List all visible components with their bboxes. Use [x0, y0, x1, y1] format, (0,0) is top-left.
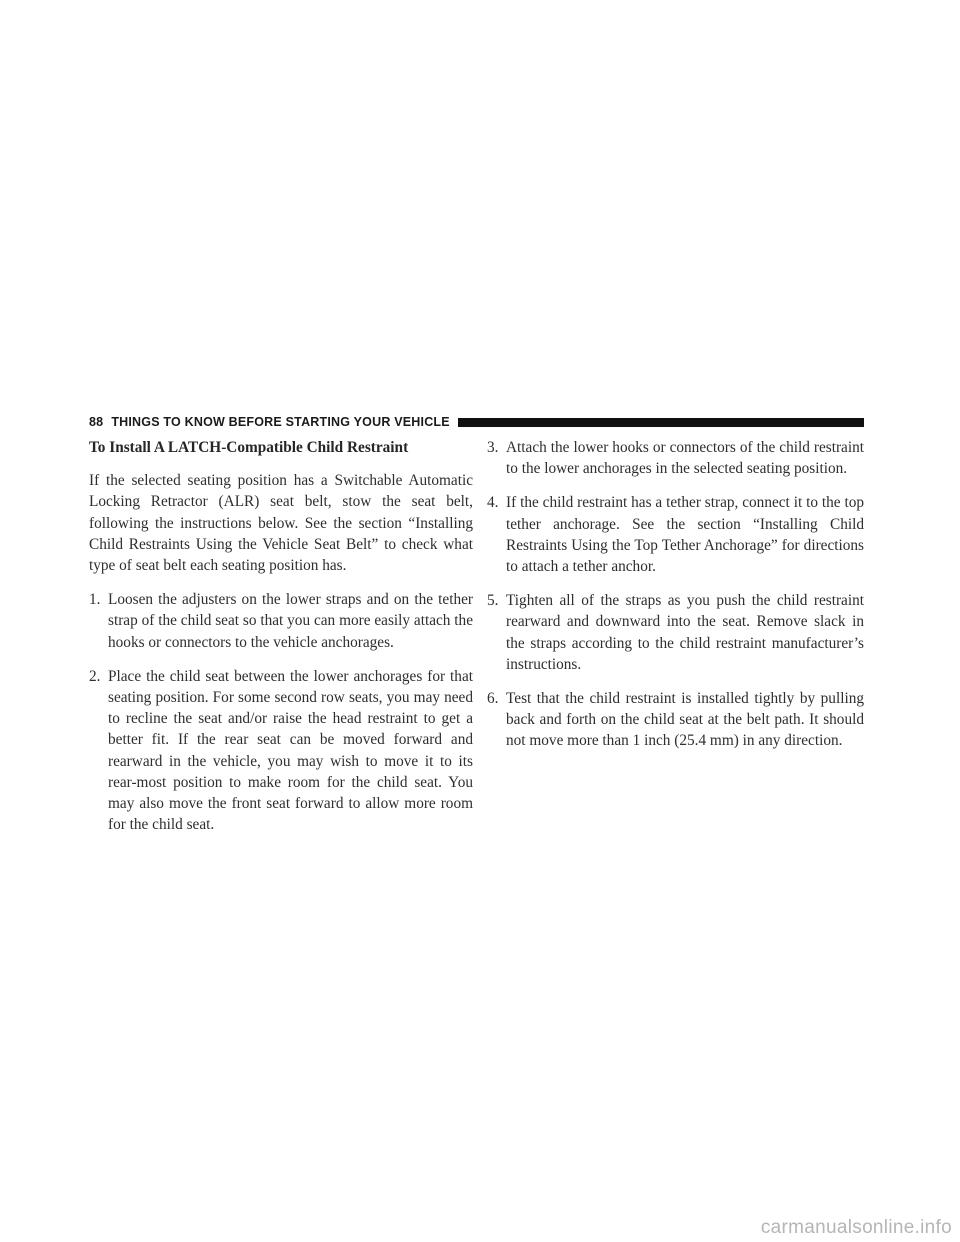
page-number: 88: [89, 415, 104, 429]
steps-list-right: [487, 437, 864, 752]
step-item: [487, 590, 864, 675]
step-item: [487, 492, 864, 577]
step-number: 2.: [89, 667, 101, 685]
step-number: 1.: [89, 591, 101, 609]
step-number: 5.: [487, 592, 499, 610]
watermark: carmanualsonline.info: [760, 1217, 952, 1238]
step-item: [487, 688, 864, 752]
step-number: 4.: [487, 494, 499, 512]
left-column: [89, 437, 473, 848]
page-header: [89, 413, 864, 431]
step-text: Place the child seat between the lower anchorages for that seating position. For some second row seats, you may need to recline the seat and/or raise the head restraint to get a better fit. If the rear seat can be moved forward and rearward in the vehicle, you may wish to move it to its rear-most position to make room for the child seat. You may also move the front seat forward to allow more room for the child seat.: [108, 667, 473, 834]
subsection-heading: To Install A LATCH-Compatible Child Restraint: [89, 439, 409, 456]
step-text: Attach the lower hooks or connectors of the child restraint to the lower anchorages in the selected seating position.: [506, 439, 864, 478]
header-rule: [458, 418, 864, 427]
step-number: 6.: [487, 690, 499, 708]
step-item: [89, 666, 473, 836]
step-text: Loosen the adjusters on the lower straps and on the tether strap of the child seat so that you can more easily attach the hooks or connectors to the vehicle anchorages.: [108, 591, 473, 651]
step-text: If the child restraint has a tether strap, connect it to the top tether anchorage. See the section “Installing Child Restraints Using the Top Tether Anchorage” for directions to attach a tether anchor.: [506, 494, 864, 576]
steps-list-left: [89, 589, 473, 835]
step-number: 3.: [487, 439, 499, 456]
step-item: [89, 589, 473, 653]
step-text: Tighten all of the straps as you push the child restraint rearward and downward into the seat. Remove slack in the straps according to the child restraint manufacturer’s instructions.: [506, 592, 864, 673]
section-title: THINGS TO KNOW BEFORE STARTING YOUR VEHICLE: [111, 415, 450, 429]
step-item: [487, 437, 864, 479]
step-text: Test that the child restraint is installed tightly by pulling back and forth on the child seat at the belt path. It should not move more than 1 inch (25.4 mm) in any direction.: [506, 690, 864, 750]
right-column: [487, 437, 864, 765]
intro-paragraph: If the selected seating position has a Switchable Automatic Locking Retractor (ALR) seat belt, stow the seat belt, following the instructions below. See the section “Installing Child Restraints Using the Vehicle Seat Belt” to check what type of seat belt each seating position has.: [89, 472, 473, 575]
